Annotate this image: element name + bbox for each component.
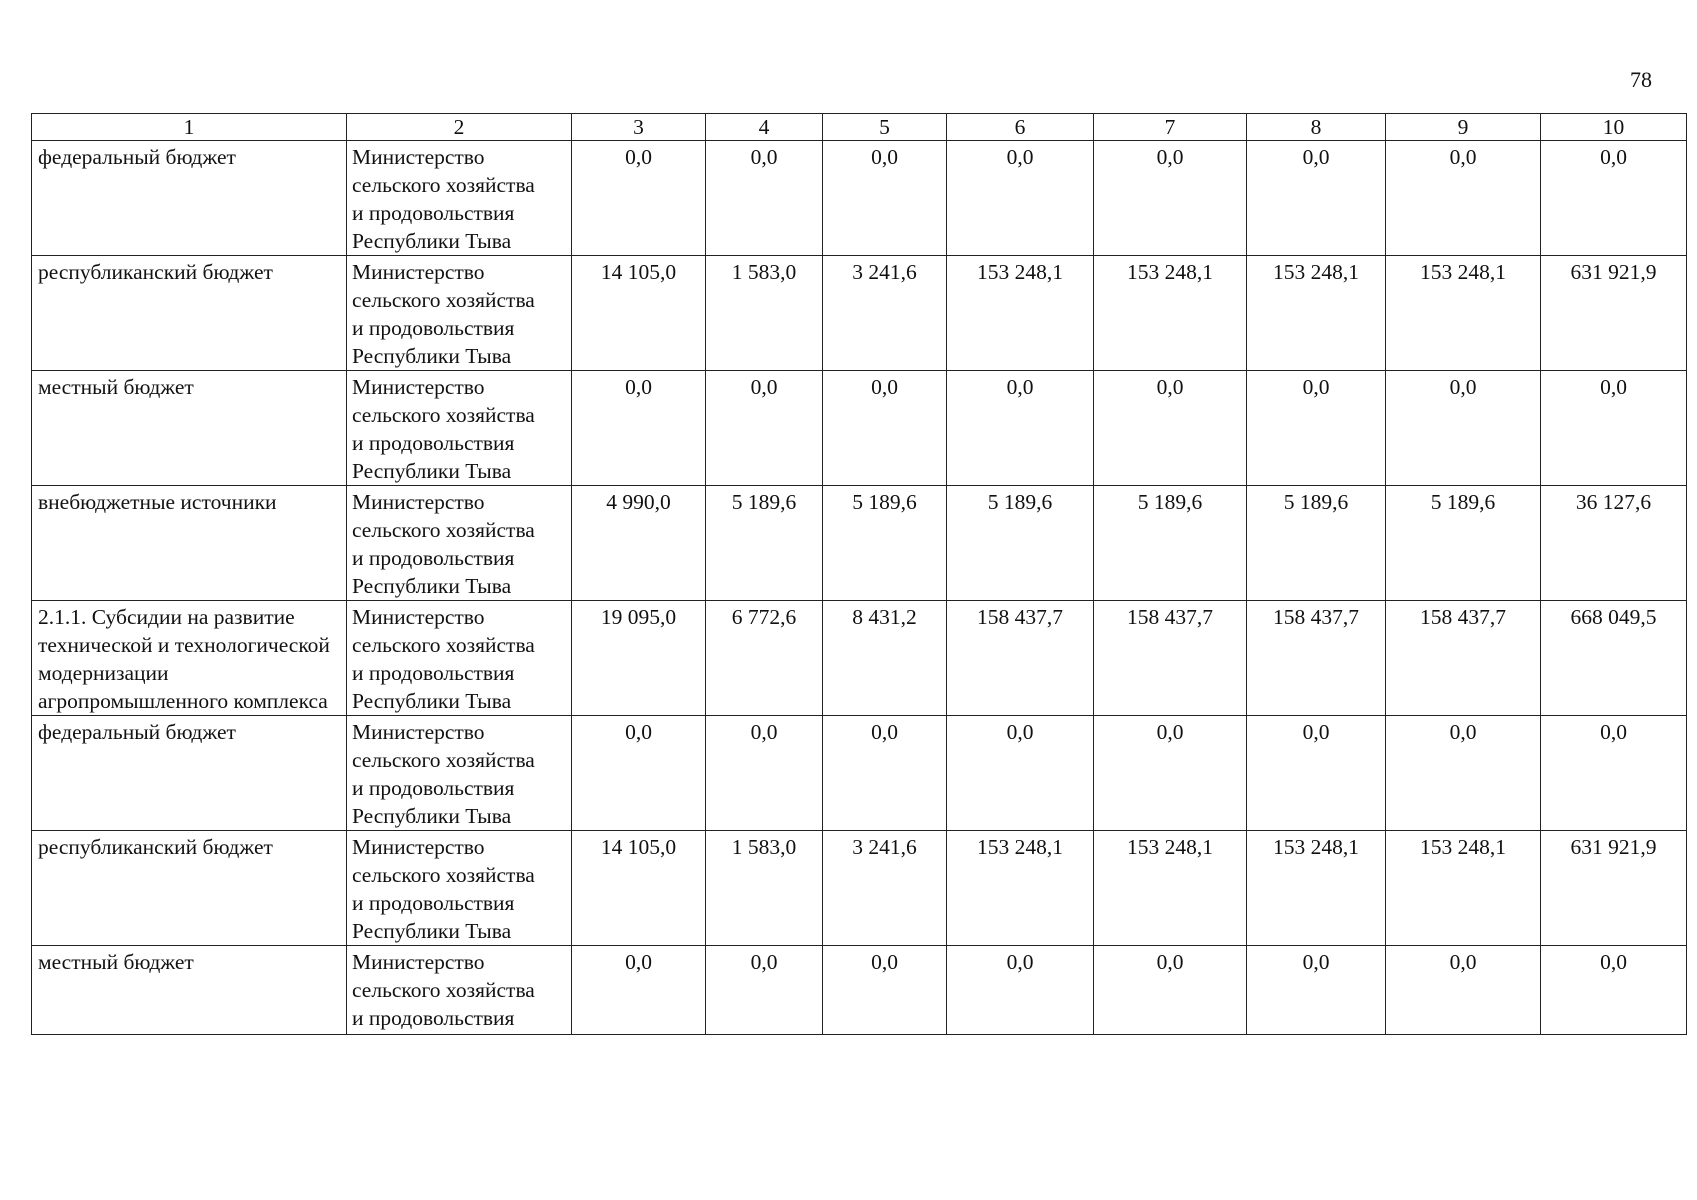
value-cell: 0,0	[823, 371, 947, 486]
table-row	[32, 256, 1687, 371]
table-row	[32, 716, 1687, 831]
row-name: федеральный бюджет	[32, 141, 347, 256]
value-cell: 631 921,9	[1541, 256, 1687, 371]
value-cell: 0,0	[1094, 141, 1247, 256]
value-cell: 158 437,7	[1247, 601, 1386, 716]
value-cell: 153 248,1	[1386, 256, 1541, 371]
value-cell: 153 248,1	[1247, 256, 1386, 371]
value-cell: 153 248,1	[1386, 831, 1541, 946]
value-cell: 0,0	[1247, 946, 1386, 1035]
value-cell: 0,0	[947, 716, 1094, 831]
value-cell: 36 127,6	[1541, 486, 1687, 601]
responsible-executor: Министерство сельского хозяйства и продовольствия Республики Тыва	[347, 831, 572, 946]
row-name: республиканский бюджет	[32, 256, 347, 371]
responsible-executor: Министерство сельского хозяйства и продовольствия Республики Тыва	[347, 486, 572, 601]
value-cell: 1 583,0	[706, 256, 823, 371]
value-cell: 0,0	[706, 946, 823, 1035]
table-row	[32, 486, 1687, 601]
value-cell: 3 241,6	[823, 831, 947, 946]
value-cell: 158 437,7	[1094, 601, 1247, 716]
value-cell: 0,0	[1541, 141, 1687, 256]
table-row	[32, 831, 1687, 946]
column-header: 6	[947, 114, 1094, 141]
value-cell: 1 583,0	[706, 831, 823, 946]
row-name: местный бюджет	[32, 371, 347, 486]
value-cell: 3 241,6	[823, 256, 947, 371]
value-cell: 158 437,7	[947, 601, 1094, 716]
value-cell: 631 921,9	[1541, 831, 1687, 946]
table-row	[32, 141, 1687, 256]
value-cell: 8 431,2	[823, 601, 947, 716]
value-cell: 0,0	[1247, 716, 1386, 831]
value-cell: 5 189,6	[823, 486, 947, 601]
value-cell: 5 189,6	[1247, 486, 1386, 601]
value-cell: 0,0	[1247, 141, 1386, 256]
value-cell: 0,0	[572, 141, 706, 256]
value-cell: 153 248,1	[947, 831, 1094, 946]
value-cell: 158 437,7	[1386, 601, 1541, 716]
value-cell: 0,0	[1247, 371, 1386, 486]
value-cell: 0,0	[572, 371, 706, 486]
row-name: республиканский бюджет	[32, 831, 347, 946]
column-header: 5	[823, 114, 947, 141]
value-cell: 0,0	[823, 946, 947, 1035]
row-name: федеральный бюджет	[32, 716, 347, 831]
value-cell: 5 189,6	[947, 486, 1094, 601]
table-row	[32, 601, 1687, 716]
value-cell: 0,0	[572, 716, 706, 831]
value-cell: 5 189,6	[1094, 486, 1247, 601]
value-cell: 5 189,6	[706, 486, 823, 601]
value-cell: 14 105,0	[572, 256, 706, 371]
value-cell: 0,0	[1386, 141, 1541, 256]
value-cell: 14 105,0	[572, 831, 706, 946]
value-cell: 153 248,1	[1094, 831, 1247, 946]
value-cell: 153 248,1	[1247, 831, 1386, 946]
row-name: местный бюджет	[32, 946, 347, 1035]
column-header: 9	[1386, 114, 1541, 141]
value-cell: 0,0	[823, 141, 947, 256]
row-name: 2.1.1. Субсидии на развитие технической и технологической модернизации агропромышленного комплекса	[32, 601, 347, 716]
page-number: 78	[1630, 67, 1652, 92]
value-cell: 19 095,0	[572, 601, 706, 716]
responsible-executor: Министерство сельского хозяйства и продовольствия	[347, 946, 572, 1035]
value-cell: 0,0	[706, 371, 823, 486]
value-cell: 0,0	[947, 371, 1094, 486]
value-cell: 0,0	[1094, 716, 1247, 831]
value-cell: 0,0	[706, 141, 823, 256]
value-cell: 0,0	[1386, 371, 1541, 486]
value-cell: 0,0	[1094, 371, 1247, 486]
row-name: внебюджетные источники	[32, 486, 347, 601]
value-cell: 6 772,6	[706, 601, 823, 716]
responsible-executor: Министерство сельского хозяйства и продовольствия Республики Тыва	[347, 716, 572, 831]
value-cell: 153 248,1	[947, 256, 1094, 371]
column-header: 1	[32, 114, 347, 141]
column-header: 2	[347, 114, 572, 141]
column-header: 8	[1247, 114, 1386, 141]
responsible-executor: Министерство сельского хозяйства и продовольствия Республики Тыва	[347, 601, 572, 716]
header-row	[32, 114, 1687, 141]
responsible-executor: Министерство сельского хозяйства и продовольствия Республики Тыва	[347, 141, 572, 256]
value-cell: 668 049,5	[1541, 601, 1687, 716]
value-cell: 0,0	[947, 946, 1094, 1035]
responsible-executor: Министерство сельского хозяйства и продовольствия Республики Тыва	[347, 256, 572, 371]
value-cell: 153 248,1	[1094, 256, 1247, 371]
budget-table	[31, 113, 1687, 1035]
table-row	[32, 371, 1687, 486]
column-header: 10	[1541, 114, 1687, 141]
value-cell: 4 990,0	[572, 486, 706, 601]
value-cell: 0,0	[1386, 716, 1541, 831]
value-cell: 5 189,6	[1386, 486, 1541, 601]
value-cell: 0,0	[1541, 946, 1687, 1035]
value-cell: 0,0	[1386, 946, 1541, 1035]
value-cell: 0,0	[706, 716, 823, 831]
value-cell: 0,0	[572, 946, 706, 1035]
value-cell: 0,0	[1541, 716, 1687, 831]
value-cell: 0,0	[947, 141, 1094, 256]
value-cell: 0,0	[1541, 371, 1687, 486]
responsible-executor: Министерство сельского хозяйства и продовольствия Республики Тыва	[347, 371, 572, 486]
table-row	[32, 946, 1687, 1035]
value-cell: 0,0	[1094, 946, 1247, 1035]
column-header: 4	[706, 114, 823, 141]
column-header: 7	[1094, 114, 1247, 141]
value-cell: 0,0	[823, 716, 947, 831]
column-header: 3	[572, 114, 706, 141]
